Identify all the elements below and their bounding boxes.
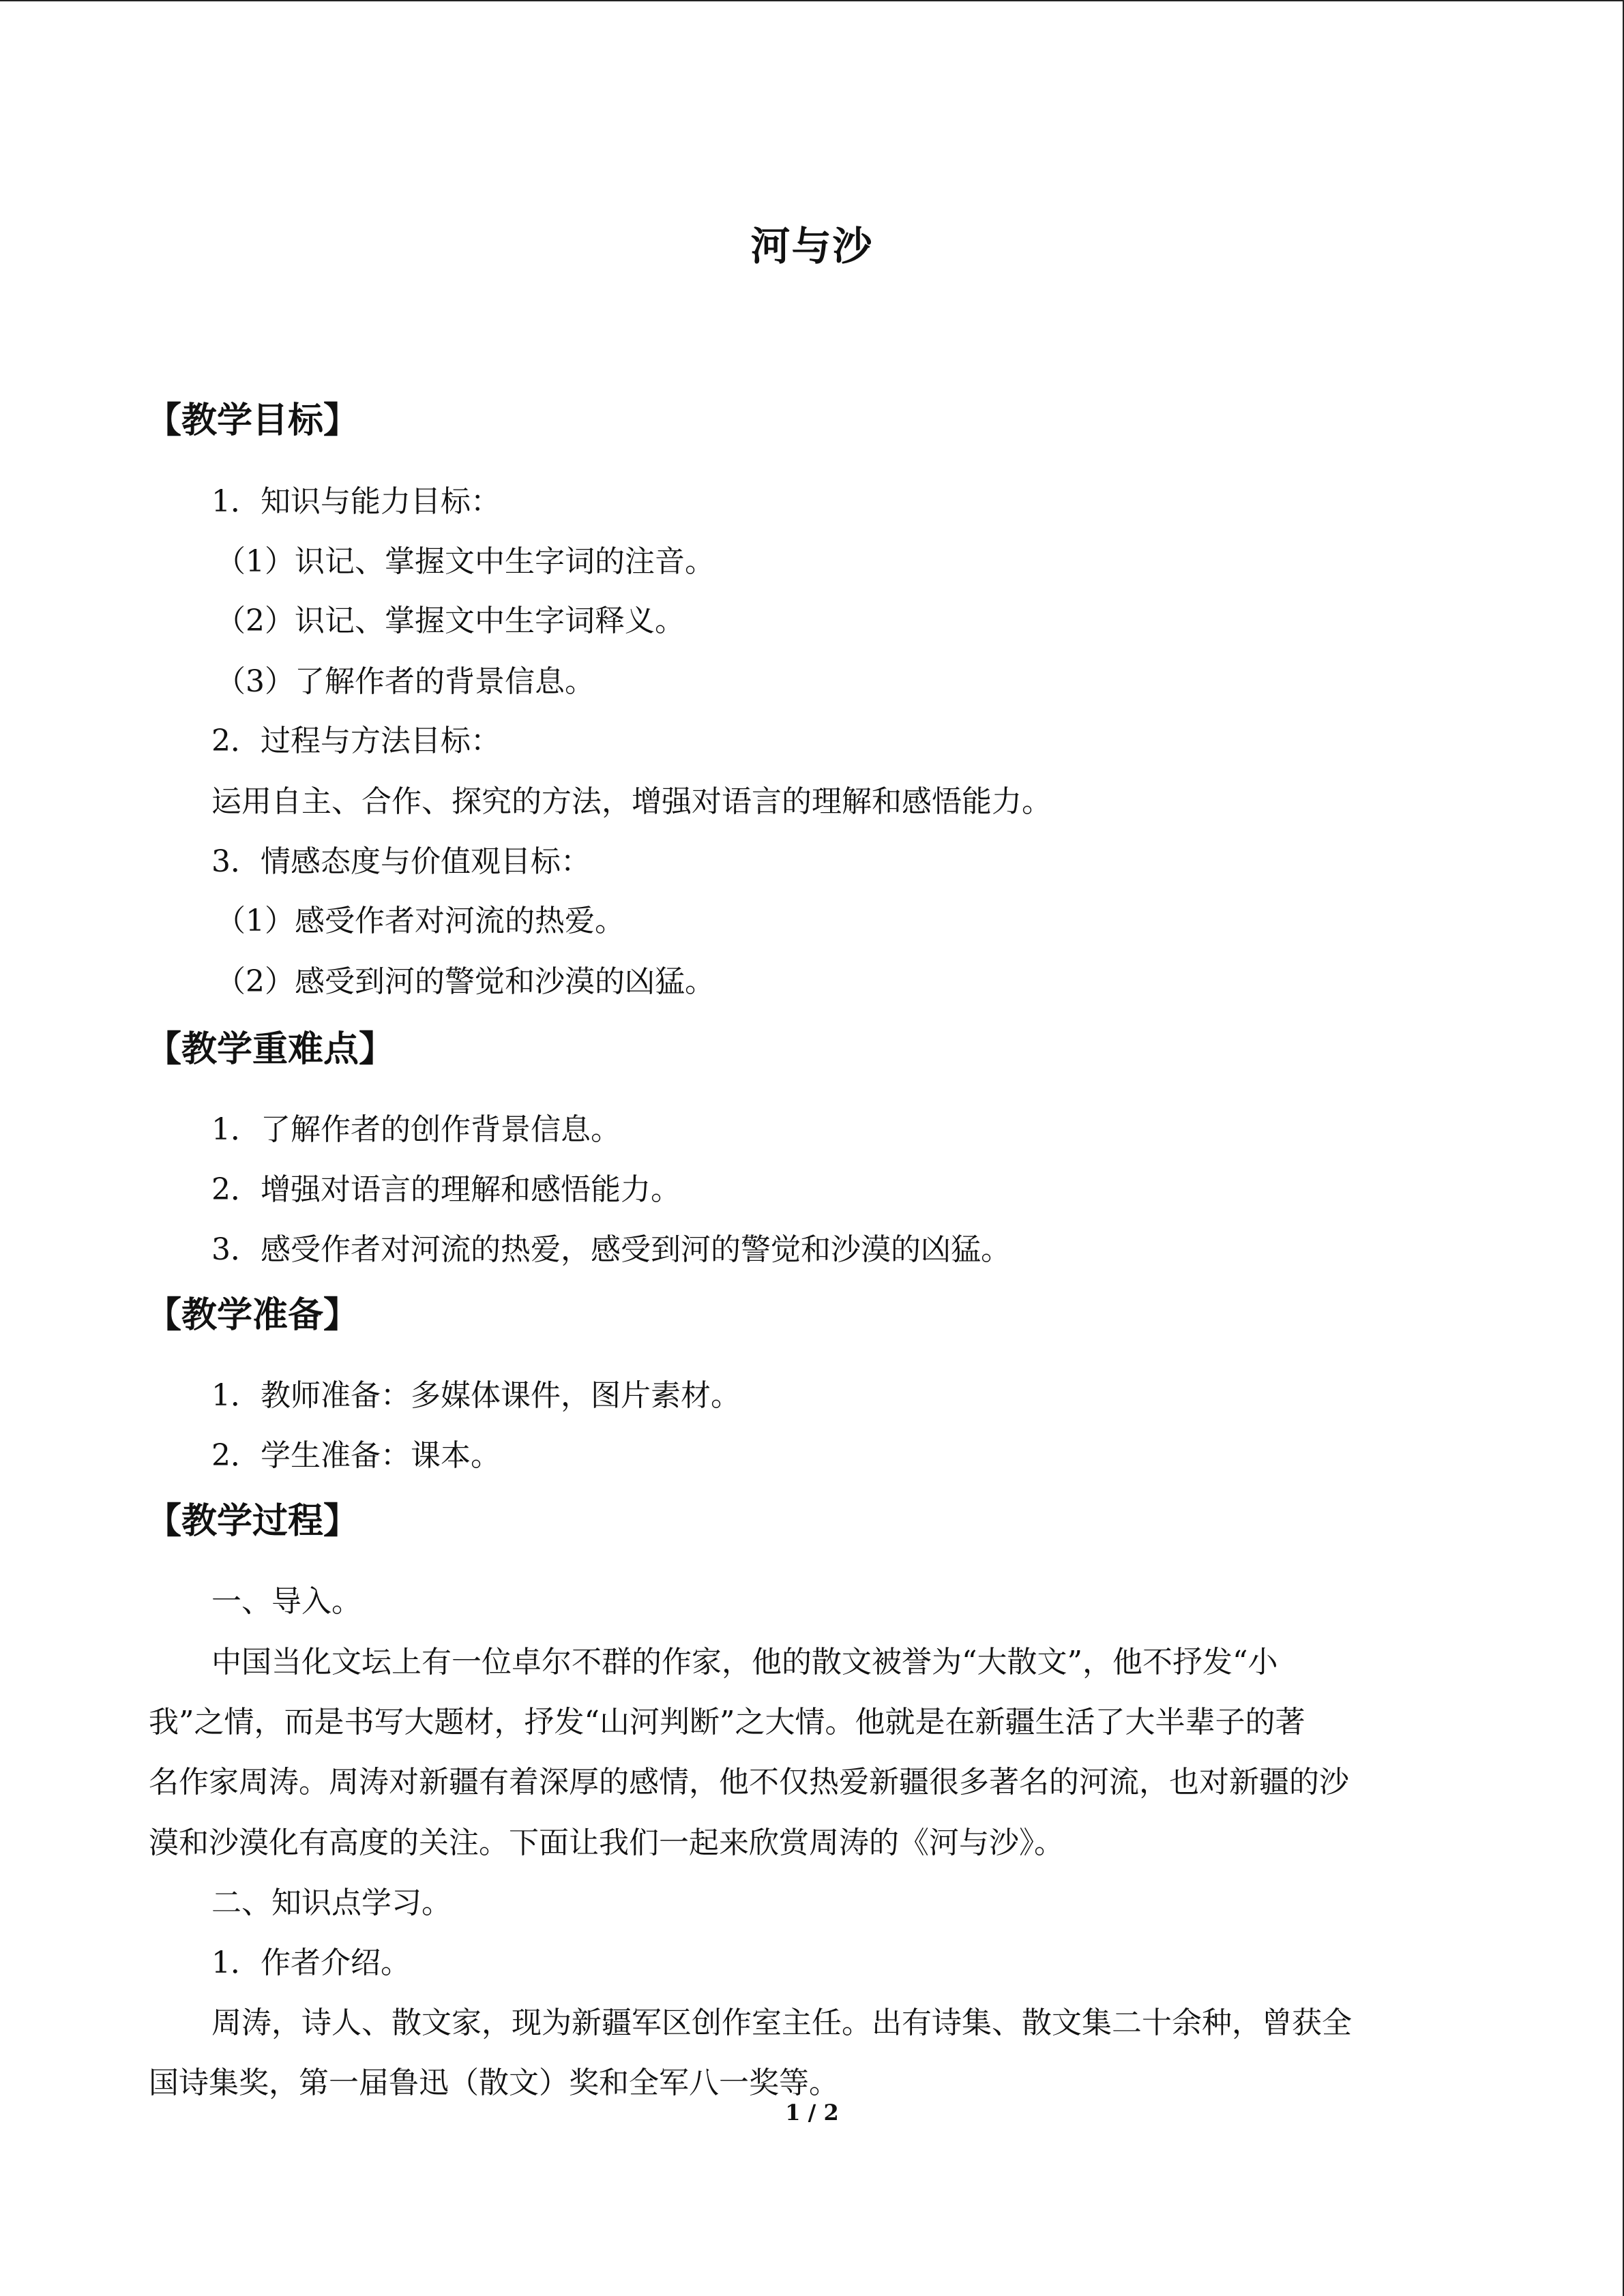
goals-line: （1）感受作者对河流的热爱。 — [216, 904, 625, 938]
process-author-label: 1．作者介绍。 — [211, 1945, 411, 1980]
key-points-line: 3．感受作者对河流的热爱，感受到河的警觉和沙漠的凶猛。 — [211, 1232, 1011, 1267]
section-heading-process: 【教学过程】 — [146, 1501, 359, 1542]
goals-line: 3．情感态度与价值观目标： — [211, 844, 591, 879]
page-number: 1 / 2 — [785, 2100, 839, 2126]
intro-paragraph-line: 名作家周涛。周涛对新疆有着深厚的感情，他不仅热爱新疆很多著名的河流，也对新疆的沙 — [149, 1765, 1349, 1800]
goals-line: （1）识记、掌握文中生字词的注音。 — [216, 544, 715, 579]
document-title: 河与沙 — [750, 223, 874, 269]
key-points-line: 1．了解作者的创作背景信息。 — [211, 1112, 621, 1147]
key-points-line: 2．增强对语言的理解和感悟能力。 — [211, 1172, 681, 1207]
author-paragraph-line: 周涛，诗人、散文家，现为新疆军区创作室主任。出有诗集、散文集二十余种，曾获全 — [211, 2006, 1352, 2040]
goals-line: （3）了解作者的背景信息。 — [216, 664, 595, 699]
process-study-label: 二、知识点学习。 — [211, 1885, 452, 1920]
author-paragraph-line: 国诗集奖，第一届鲁迅（散文）奖和全军八一奖等。 — [149, 2066, 839, 2100]
preparation-line: 1．教师准备：多媒体课件，图片素材。 — [211, 1378, 741, 1413]
goals-line: 1．知识与能力目标： — [211, 484, 501, 519]
intro-paragraph-line: 我”之情，而是书写大题材，抒发“山河判断”之大情。他就是在新疆生活了大半辈子的著 — [149, 1705, 1305, 1740]
goals-line: （2）识记、掌握文中生字词释义。 — [216, 603, 685, 638]
process-intro-label: 一、导入。 — [211, 1584, 361, 1619]
intro-paragraph-line: 漠和沙漠化有高度的关注。下面让我们一起来欣赏周涛的《河与沙》。 — [149, 1825, 1064, 1860]
goals-line: （2）感受到河的警觉和沙漠的凶猛。 — [216, 964, 715, 999]
section-heading-preparation: 【教学准备】 — [146, 1295, 359, 1336]
intro-paragraph-line: 中国当化文坛上有一位卓尔不群的作家，他的散文被誉为“大散文”，他不抒发“小 — [211, 1645, 1278, 1680]
goals-line: 2．过程与方法目标： — [211, 724, 501, 758]
preparation-line: 2．学生准备：课本。 — [211, 1438, 501, 1473]
section-heading-goals: 【教学目标】 — [146, 400, 359, 441]
section-heading-key-points: 【教学重难点】 — [146, 1029, 395, 1070]
goals-line: 运用自主、合作、探究的方法，增强对语言的理解和感悟能力。 — [211, 784, 1052, 819]
